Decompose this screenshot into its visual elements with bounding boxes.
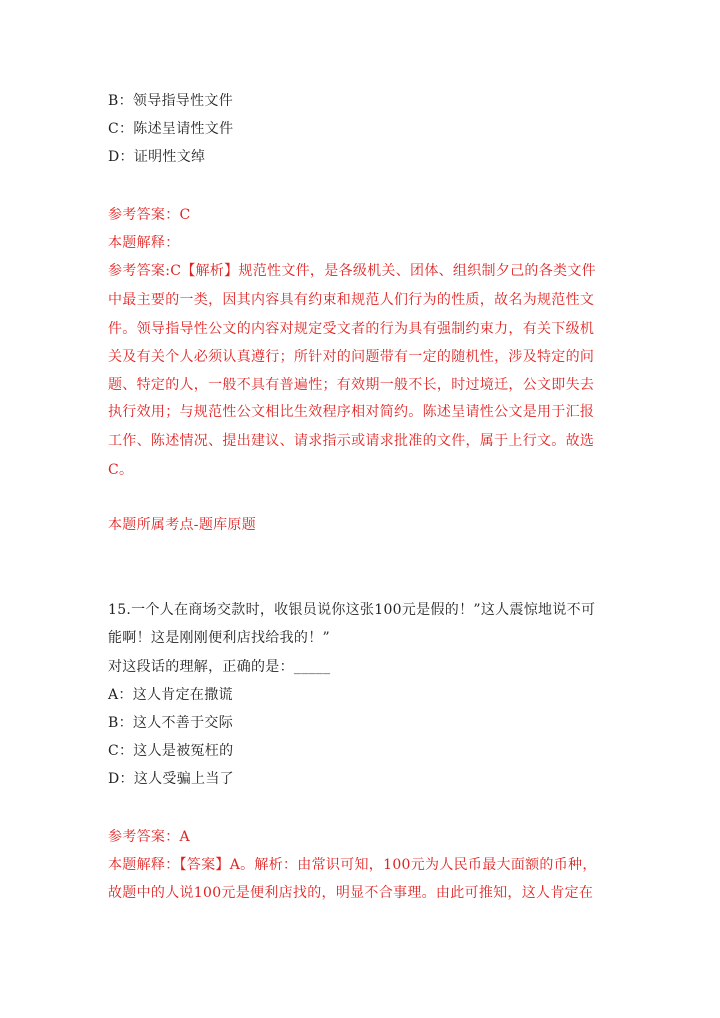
q14-option-d: D：证明性文绰: [108, 149, 206, 165]
q15-option-a: A：这人肯定在撒谎: [108, 687, 233, 703]
q14-option-c: C：陈述呈请性文件: [108, 121, 234, 137]
q14-explanation-label: 本题解释：: [108, 235, 180, 251]
q15-stem-line: 15.一个人在商场交款时，收银员说你这张100元是假的！”这人震惊地说不可: [108, 602, 596, 618]
q14-source: 本题所属考点-题库原题: [108, 517, 257, 533]
q15-explanation-line: 故题中的人说100元是便利店找的，明显不合事理。由此可推知，这人肯定在: [108, 885, 594, 901]
q15-option-d: D：这人受骗上当了: [108, 771, 234, 787]
q14-explanation-line: 参考答案:C【解析】规范性文件，是各级机关、团体、组织制夕己的各类文件: [108, 263, 596, 279]
q14-option-b: B：领导指导性文件: [108, 93, 233, 109]
q14-explanation-line: 题、特定的人，一般不具有普遍性；有效期一般不长，时过境迁，公文即失去: [108, 377, 595, 393]
q14-answer: 参考答案：C: [108, 207, 191, 223]
q15-explanation-line: 本题解释：【答案】A。解析：由常识可知，100元为人民币最大面额的币种，: [108, 857, 597, 873]
q15-prompt: 对这段话的理解，正确的是：_____: [108, 659, 331, 675]
q14-explanation-line: 中最主要的一类，因其内容具有约束和规范人们行为的性质，故名为规范性文: [108, 292, 595, 308]
q15-answer: 参考答案：A: [108, 829, 190, 845]
q15-stem-line: 能啊！这是刚刚便利店找给我的！”: [108, 630, 330, 646]
q14-explanation-line: C。: [108, 462, 134, 478]
q14-explanation-line: 关及有关个人必须认真遵行；所针对的问题带有一定的随机性，涉及特定的问: [108, 349, 595, 365]
q14-explanation-line: 执行效用；与规范性公文相比生效程序相对简约。陈述呈请性公文是用于汇报: [108, 404, 595, 420]
q15-option-c: C：这人是被冤枉的: [108, 743, 234, 759]
q15-option-b: B：这人不善于交际: [108, 715, 233, 731]
q14-explanation-line: 工作、陈述情况、提出建议、请求指示或请求批准的文件，属于上行文。故选: [108, 433, 595, 449]
q14-explanation-line: 件。领导指导性公文的内容对规定受文者的行为具有强制约束力，有关下级机: [108, 321, 595, 337]
